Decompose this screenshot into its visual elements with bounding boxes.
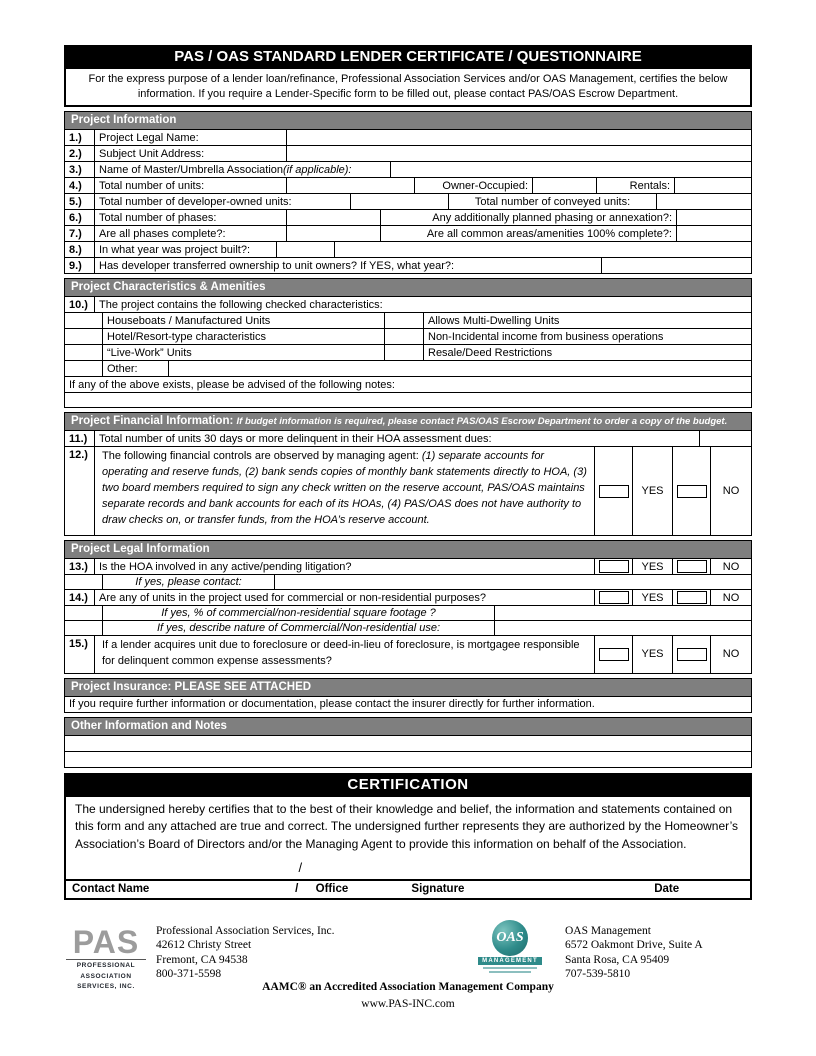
other-notes-line-2[interactable] (65, 752, 751, 767)
row-number: 3.) (65, 162, 95, 177)
row-project-legal-name (64, 129, 752, 146)
characteristics-intro-label: The project contains the following checked characteristics: (99, 298, 383, 311)
common-areas-complete-label: Are all common areas/amenities 100% complete?: (381, 226, 677, 241)
project-legal-name-label: Project Legal Name: (95, 130, 287, 145)
financial-controls-intro: The following financial controls are observed by managing agent: (102, 450, 422, 463)
row-developer-owned (64, 193, 752, 210)
input-year-built[interactable] (277, 242, 335, 257)
pas-logo-letters: PAS (72, 924, 140, 960)
developer-transfer-label: Has developer transferred ownership to unit owners? If YES, what year?: (99, 259, 455, 272)
non-incidental-income-label: Non-Incidental income from business operations (428, 330, 664, 343)
subject-unit-address-label: Subject Unit Address: (95, 146, 287, 161)
financial-controls-details: (1) separate accounts for operating and reserve funds, (2) bank sends copies of monthly bank statements directly to HOA, (3) two board members required to sign any check written on the reserve account, PAS/OAS maintains separate records and bank accounts for each of its HOAs, (4) PAS/OAS does not have authority to draw checks on, or transfer funds, from the HOA’s reserve account. (102, 450, 587, 526)
pas-address-line: Fremont, CA 94538 (156, 953, 248, 966)
row-number: 6.) (65, 210, 95, 225)
master-association-label (95, 162, 391, 177)
no-checkbox-12[interactable] (677, 485, 707, 498)
sub-row-indent (65, 606, 103, 620)
no-checkbox-cell (673, 559, 711, 574)
pas-address-line: 800-371-5598 (156, 968, 222, 981)
row-total-phases (64, 209, 752, 226)
row-number: 13.) (65, 559, 95, 574)
yes-checkbox-cell (595, 559, 633, 574)
input-other-text[interactable] (169, 361, 751, 376)
input-project-legal-name[interactable] (287, 130, 751, 145)
no-checkbox-cell (673, 636, 711, 673)
no-checkbox-15[interactable] (677, 648, 707, 661)
pas-address-block (156, 924, 335, 982)
row-number: 5.) (65, 194, 95, 209)
checkbox-live-work[interactable] (65, 345, 103, 360)
yes-checkbox-14[interactable] (599, 591, 629, 604)
row-subject-unit-address (64, 145, 752, 162)
signature-slash: / (298, 860, 303, 876)
yes-checkbox-cell (595, 590, 633, 605)
checkbox-other[interactable] (65, 361, 103, 376)
row-delinquent-units (64, 430, 752, 447)
checkbox-houseboats[interactable] (65, 313, 103, 328)
live-work-label: “Live-Work” Units (103, 345, 385, 360)
row-notes-blank (64, 392, 752, 408)
commercial-use-label: Are any of units in the project used for commercial or non-residential purposes? (99, 591, 487, 604)
section-header-legal: Project Legal Information (64, 540, 752, 559)
yes-checkbox-15[interactable] (599, 648, 629, 661)
no-label: NO (722, 485, 740, 498)
total-units-label: Total number of units: (95, 178, 287, 193)
checkbox-multi-dwelling[interactable] (385, 313, 424, 328)
no-label: NO (722, 648, 740, 661)
financial-header-main: Project Financial Information: (71, 415, 237, 428)
form-title: PAS / OAS STANDARD LENDER CERTIFICATE / QUESTIONNAIRE (64, 45, 752, 69)
sub-row-indent (65, 621, 103, 635)
rentals-label: Rentals: (597, 178, 675, 193)
pas-logo-subtext: PROFESSIONAL ASSOCIATION SERVICES, INC. (66, 959, 146, 992)
row-number: 15.) (65, 636, 95, 673)
labels-slash: / (295, 883, 299, 896)
sub-row-indent (65, 575, 103, 589)
lender-certificate-form (64, 45, 752, 900)
yes-checkbox-12[interactable] (599, 485, 629, 498)
contact-name-label: Contact Name (72, 883, 150, 896)
yes-no-group-commercial (594, 590, 751, 605)
oas-logo-globe (492, 920, 528, 956)
financial-header-note: If budget information is required, please contact PAS/OAS Escrow Department to order a copy of the budget. (236, 416, 728, 428)
row-number: 9.) (65, 258, 95, 273)
input-total-units[interactable] (287, 178, 415, 193)
no-label: NO (722, 591, 740, 604)
checkbox-resale-deed[interactable] (385, 345, 424, 360)
certification-body (64, 797, 752, 900)
row-notes-label (64, 376, 752, 393)
year-built-label: In what year was project built?: (95, 242, 277, 257)
oas-address-line: 6572 Oakmont Drive, Suite A (565, 939, 703, 952)
aamc-accreditation-line: AAMC® an Accredited Association Management Company (262, 981, 554, 993)
oas-fine-print-line (483, 967, 537, 969)
owner-occupied-label: Owner-Occupied: (415, 178, 533, 193)
yes-label: YES (633, 636, 673, 673)
row-litigation-contact (64, 574, 752, 590)
row-characteristics-intro (64, 296, 752, 313)
notes-advisory-label: If any of the above exists, please be advised of the following notes: (69, 378, 395, 391)
input-planned-phasing[interactable] (677, 210, 751, 225)
section-header-financial (64, 412, 752, 431)
certification-header: CERTIFICATION (64, 773, 752, 797)
input-owner-occupied[interactable] (533, 178, 597, 193)
no-checkbox-cell (673, 590, 711, 605)
notes-blank-line[interactable] (65, 393, 751, 407)
input-subject-unit-address[interactable] (287, 146, 751, 161)
oas-logo-banner: MANAGEMENT (478, 957, 542, 965)
no-checkbox-14[interactable] (677, 591, 707, 604)
section-header-characteristics: Project Characteristics & Amenities (64, 278, 752, 297)
row-master-association (64, 161, 752, 178)
phases-complete-label: Are all phases complete?: (95, 226, 287, 241)
row-financial-controls (64, 446, 752, 536)
input-litigation-contact[interactable] (275, 575, 751, 589)
oas-address-line: Santa Rosa, CA 95409 (565, 953, 670, 966)
characteristics-row-other (64, 360, 752, 377)
date-label: Date (654, 883, 680, 896)
row-insurance-text (64, 696, 752, 713)
office-label: Office (315, 883, 349, 896)
yes-label: YES (633, 559, 673, 574)
checkbox-non-incidental-income[interactable] (385, 329, 424, 344)
pas-address-line: Professional Association Services, Inc. (156, 925, 335, 937)
no-checkbox-13[interactable] (677, 560, 707, 573)
characteristics-row-1 (64, 312, 752, 329)
year-built-spacer (335, 242, 751, 257)
row-number: 2.) (65, 146, 95, 161)
resale-deed-label: Resale/Deed Restrictions (428, 346, 553, 359)
website-link[interactable]: www.PAS-INC.com (361, 998, 455, 1010)
row-other-notes-1 (64, 735, 752, 752)
row-number: 10.) (65, 297, 95, 312)
row-number: 8.) (65, 242, 95, 257)
input-developer-owned-units[interactable] (351, 194, 449, 209)
input-total-phases[interactable] (287, 210, 381, 225)
input-rentals[interactable] (675, 178, 751, 193)
other-label: Other: (103, 361, 169, 376)
oas-logo (478, 920, 542, 973)
pas-address-line: 42612 Christy Street (156, 939, 252, 952)
input-phases-complete[interactable] (287, 226, 381, 241)
row-litigation (64, 558, 752, 575)
yes-checkbox-cell (595, 447, 633, 535)
yes-checkbox-13[interactable] (599, 560, 629, 573)
row-number: 11.) (65, 431, 95, 446)
row-foreclosure (64, 635, 752, 674)
row-phases-complete (64, 225, 752, 242)
hotel-resort-label: Hotel/Resort-type characteristics (103, 329, 385, 344)
litigation-contact-label: If yes, please contact: (103, 575, 275, 589)
oas-fine-print-line (489, 971, 531, 973)
oas-logo-letters: OAS (496, 930, 524, 945)
yes-label: YES (633, 447, 673, 535)
section-header-other: Other Information and Notes (64, 717, 752, 736)
commercial-footage-label: If yes, % of commercial/non-residential square footage ? (103, 606, 495, 620)
intro-text: For the express purpose of a lender loan/refinance, Professional Association Services and/or OAS Management, certifies the below information. If you require a Lender-Specific form to be filled out, please contact PAS/OAS Escrow Department. (64, 69, 752, 107)
input-common-areas-complete[interactable] (677, 226, 751, 241)
oas-address-block (565, 924, 703, 982)
conveyed-units-label: Total number of conveyed units: (449, 194, 657, 209)
litigation-label: Is the HOA involved in any active/pending litigation? (99, 560, 352, 573)
characteristics-row-3 (64, 344, 752, 361)
no-label: NO (722, 560, 740, 573)
input-delinquent-units[interactable] (699, 431, 751, 446)
checkbox-hotel-resort[interactable] (65, 329, 103, 344)
row-number: 4.) (65, 178, 95, 193)
developer-owned-label: Total number of developer-owned units: (95, 194, 351, 209)
input-conveyed-units[interactable] (657, 194, 751, 209)
row-number: 14.) (65, 590, 95, 605)
master-association-label-main: Name of Master/Umbrella Association (99, 163, 284, 176)
signature-labels-row (66, 879, 750, 898)
oas-address-line: 707-539-5810 (565, 968, 631, 981)
row-commercial-use (64, 589, 752, 606)
financial-controls-text (95, 447, 594, 535)
input-master-association[interactable] (391, 162, 751, 177)
other-notes-line-1[interactable] (65, 736, 751, 751)
oas-address-line: OAS Management (565, 925, 651, 937)
row-number: 7.) (65, 226, 95, 241)
yes-label: YES (633, 590, 673, 605)
input-commercial-sq-footage[interactable] (495, 606, 751, 620)
signature-area[interactable] (66, 859, 750, 879)
yes-checkbox-cell (595, 636, 633, 673)
row-commercial-footage (64, 605, 752, 621)
input-commercial-nature[interactable] (495, 621, 751, 635)
signature-label: Signature (411, 883, 465, 896)
certification-text: The undersigned hereby certifies that to the best of their knowledge and belief, the information and statements contained on this form and any attached are true and correct. The undersigned further represents they are authorized by the Homeowner’s Association’s Board of Directors and/or the Managing Agent to provide this information on behalf of the Association. (75, 801, 739, 851)
no-checkbox-cell (673, 447, 711, 535)
yes-no-group-litigation (594, 559, 751, 574)
total-phases-label: Total number of phases: (95, 210, 287, 225)
input-transfer-year[interactable] (601, 258, 751, 273)
multi-dwelling-label: Allows Multi-Dwelling Units (428, 314, 560, 327)
section-header-project-information: Project Information (64, 111, 752, 130)
row-year-built (64, 241, 752, 258)
row-commercial-nature (64, 620, 752, 636)
row-developer-transfer (64, 257, 752, 274)
planned-phasing-label: Any additionally planned phasing or annexation?: (381, 210, 677, 225)
characteristics-row-2 (64, 328, 752, 345)
houseboats-label: Houseboats / Manufactured Units (103, 313, 385, 328)
insurance-text: If you require further information or documentation, please contact the insurer directly for further information. (69, 698, 595, 711)
row-other-notes-2 (64, 751, 752, 768)
foreclosure-label: If a lender acquires unit due to foreclosure or deed-in-lieu of foreclosure, is mortgagee responsible for delinquent common expense assessments? (102, 639, 580, 667)
master-association-label-italic: (if applicable): (283, 163, 352, 176)
row-total-units (64, 177, 752, 194)
delinquent-units-label: Total number of units 30 days or more delinquent in their HOA assessment dues: (99, 432, 492, 445)
commercial-nature-label: If yes, describe nature of Commercial/Non-residential use: (103, 621, 495, 635)
oas-logo-fine-print (478, 967, 542, 973)
row-number: 12.) (65, 447, 95, 535)
yes-no-group-foreclosure (594, 636, 751, 673)
row-number: 1.) (65, 130, 95, 145)
yes-no-group-financial-controls (594, 447, 751, 535)
section-header-insurance: Project Insurance: PLEASE SEE ATTACHED (64, 678, 752, 697)
